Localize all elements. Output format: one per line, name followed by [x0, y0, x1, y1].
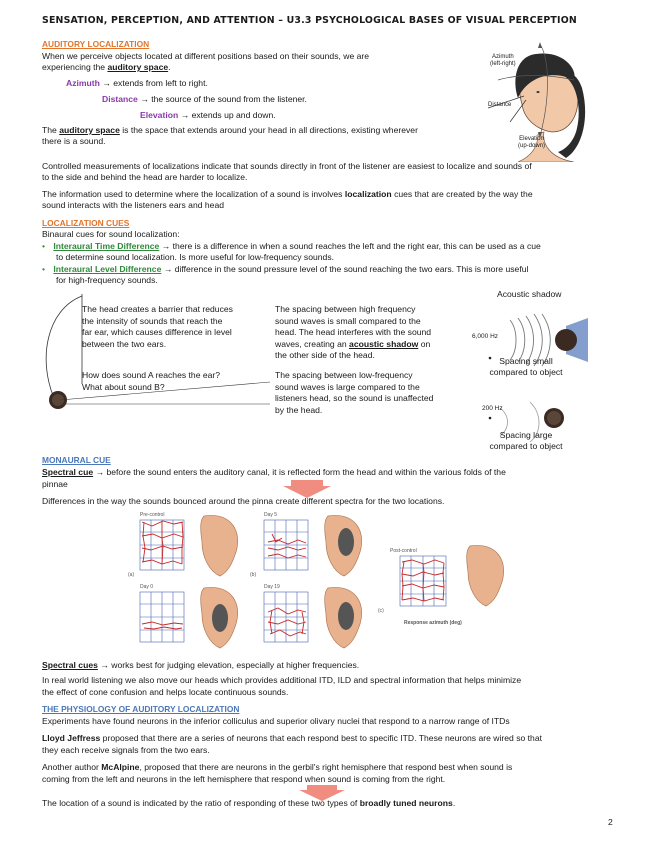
distance-line [102, 94, 307, 105]
azimuth-term: Azimuth [66, 78, 100, 88]
large-line-1: Spacing large [499, 430, 553, 440]
large-line-2: compared to object [489, 441, 563, 452]
section-heading-auditory: AUDITORY LOCALIZATION [42, 39, 150, 49]
ild-term: Interaural Level Difference [53, 264, 162, 274]
panel-b-label: (b) [250, 572, 257, 578]
box2b-line: by the head. [275, 404, 323, 415]
high-frequency-box [275, 304, 431, 362]
jeffress-text: proposed that there are a series of neurons that each respond best to specific ITD. These neurons are wired so that [102, 733, 543, 743]
box2-line: head. The head interferes with the sound [275, 327, 432, 337]
spacing-large-caption [486, 430, 566, 452]
space-line-1 [42, 125, 418, 136]
azimuth-line [66, 78, 208, 89]
info-line-1 [42, 189, 533, 200]
auditory-space-term: auditory space [107, 62, 169, 72]
mcalpine-name: McAlpine [101, 762, 140, 772]
box2b-line: sound waves is large compared to the [275, 381, 420, 392]
space-line-2: there is a sound. [42, 136, 106, 146]
real-world-line-1: In real world listening we also move our heads which provides additional ITD, ILD and spectral information that helps minimize [42, 675, 522, 685]
jeffress-line-2: they each receive signals from the two ears. [42, 745, 210, 755]
panel-axis-label: Response azimuth (deg) [404, 620, 462, 626]
intro-line-2: experiencing the auditory space. [42, 62, 171, 72]
elevation-sublabel: (up-down) [518, 143, 546, 149]
azimuth-label: Azimuth [491, 54, 514, 60]
section-heading-physiology: THE PHYSIOLOGY OF AUDITORY LOCALIZATION [42, 704, 240, 714]
box2-line [275, 339, 431, 351]
box1-line: The head creates a barrier that reduces [82, 304, 233, 314]
panel-label-day5: Day 5 [264, 512, 278, 518]
distance-text: → the source of the sound from the listener. [140, 94, 307, 104]
hz-high-label: 6,000 Hz [472, 333, 499, 340]
mcalpine-line-2: coming from the left and neurons in the left hemisphere that respond when sound is coming from the right. [42, 774, 446, 784]
space-text-a: The [42, 125, 57, 135]
intro-line-1: When we perceive objects located at different positions based on their sounds, we are [42, 51, 370, 61]
itd-line-2: to determine sound localization. Is more useful for low-frequency sounds. [56, 252, 335, 262]
box2b-line: listeners head, so the sound is unaffected [275, 393, 434, 403]
ear-grid-panels [132, 512, 552, 652]
ratio-text: The location of a sound is indicated by the ratio of responding of these two types of [42, 798, 358, 808]
ild-bullet [42, 264, 528, 275]
small-line-1: Spacing small [499, 356, 553, 366]
distance-term: Distance [102, 94, 138, 104]
itd-bullet [42, 241, 541, 252]
intro-text: experiencing the [42, 62, 106, 72]
panel-label-day19: Day 19 [264, 584, 280, 590]
azimuth-sublabel: (left-right) [490, 61, 516, 67]
spectral-cues-text: → works best for judging elevation, especially at higher frequencies. [100, 660, 360, 670]
hz-low-label: 200 Hz [482, 405, 503, 412]
box1-line: far ear, which causes difference in level [82, 327, 232, 337]
jeffress-line-1 [42, 733, 542, 744]
low-frequency-box [275, 370, 433, 416]
elevation-figure-label [518, 136, 545, 150]
difference-line: Differences in the way the sounds bounced around the pinna create different spectra for the two locations. [42, 496, 445, 506]
spectral-cue-term: Spectral cue [42, 467, 94, 477]
box2b-line: The spacing between low-frequency [275, 370, 413, 380]
box2-line: The spacing between high frequency [275, 304, 416, 314]
controlled-line-2: to the side and behind the head are harder to localize. [42, 172, 248, 182]
shadow-post: on [420, 338, 431, 349]
spectral-cues-line [42, 660, 359, 671]
mcalpine-pre: Another author [42, 762, 99, 772]
spectral-figure [128, 512, 552, 652]
controlled-line-1: Controlled measurements of localizations indicate that sounds directly in front of the listener are easiest to localize and sounds of [42, 161, 532, 171]
box1-line: the intensity of sounds that reach the [82, 315, 223, 326]
info-text-a: The information used to determine where the localization of a sound is involves [42, 189, 343, 199]
ild-line-2: for high-frequency sounds. [56, 275, 158, 285]
section-heading-monaural: MONAURAL CUE [42, 455, 111, 465]
elevation-label: Elevation [519, 136, 544, 142]
box1-line: between the two ears. [82, 338, 167, 349]
binaural-line: Binaural cues for sound localization: [42, 229, 180, 239]
sound-question [82, 370, 220, 393]
info-line-2: sound interacts with the listeners ears and head [42, 200, 225, 210]
elevation-term: Elevation [140, 110, 179, 120]
elevation-text: → extends up and down. [180, 110, 276, 120]
section-heading-cues: LOCALIZATION CUES [42, 218, 130, 228]
auditory-space-term-2: auditory space [59, 125, 120, 135]
jeffress-name: Lloyd Jeffress [42, 733, 101, 743]
spacing-small-caption [486, 356, 566, 378]
head-coordinates-figure [478, 40, 598, 162]
question-line: How does sound A reaches the ear? [82, 370, 221, 380]
localization-term: localization [344, 189, 392, 199]
mcalpine-line-1 [42, 762, 512, 773]
info-text-b: cues that are created by the way the [394, 189, 533, 199]
ild-text: → difference in the sound pressure level of the sound reaching the two ears. This is more useful [163, 264, 529, 274]
ratio-end: . [452, 798, 456, 808]
level-explanation-box [82, 304, 233, 350]
bullet-dot: • [42, 241, 46, 251]
panel-a-label: (a) [128, 572, 135, 578]
spectral-line-2: pinnae [42, 479, 68, 489]
acoustic-shadow-term: acoustic shadow [349, 338, 419, 349]
experiments-line: Experiments have found neurons in the inferior colliculus and superior olivary nuclei that respond to a narrow range of ITDs [42, 716, 510, 726]
panel-label-post: Post-control [390, 548, 417, 554]
spectral-cues-term: Spectral cues [42, 660, 98, 670]
space-text-b: is the space that extends around your head in all directions, existing wherever [122, 125, 418, 135]
elevation-line [140, 110, 276, 121]
azimuth-text: → extends from left to right. [102, 78, 208, 88]
itd-term: Interaural Time Difference [53, 241, 160, 251]
real-world-line-2: the effect of cone confusion and helps locate continuous sounds. [42, 687, 289, 697]
box2-line: the other side of the head. [275, 350, 375, 360]
distance-label: Distance [488, 102, 512, 108]
shadow-pre: waves, creating an [275, 338, 347, 349]
broadly-tuned-term: broadly tuned neurons [359, 798, 453, 808]
itd-text: → there is a difference in when a sound reaches the left and the right ear, this can be used as a cue [161, 241, 541, 251]
box2-line: sound waves is small compared to the [275, 315, 421, 326]
panel-label-pre: Pre-control [140, 512, 165, 518]
page-number: 2 [608, 817, 613, 827]
bullet-dot: • [42, 264, 46, 274]
small-line-2: compared to object [489, 367, 563, 378]
mcalpine-text: , proposed that there are neurons in the gerbil's right hemisphere that respond best when sound is [139, 762, 513, 772]
ratio-line [42, 798, 455, 809]
question-line: What about sound B? [82, 381, 165, 392]
page-header: SENSATION, PERCEPTION, AND ATTENTION – U3.3 PSYCHOLOGICAL BASES OF VISUAL PERCEPTION [42, 15, 577, 26]
spectral-line-1 [42, 467, 506, 478]
acoustic-shadow-title: Acoustic shadow [497, 289, 562, 299]
panel-label-day0: Day 0 [140, 584, 154, 590]
azimuth-figure-label [490, 54, 516, 68]
spectral-cue-text: → before the sound enters the auditory canal, it is reflected form the head and within the various folds of the [95, 467, 506, 477]
panel-c-label: (c) [378, 608, 384, 614]
